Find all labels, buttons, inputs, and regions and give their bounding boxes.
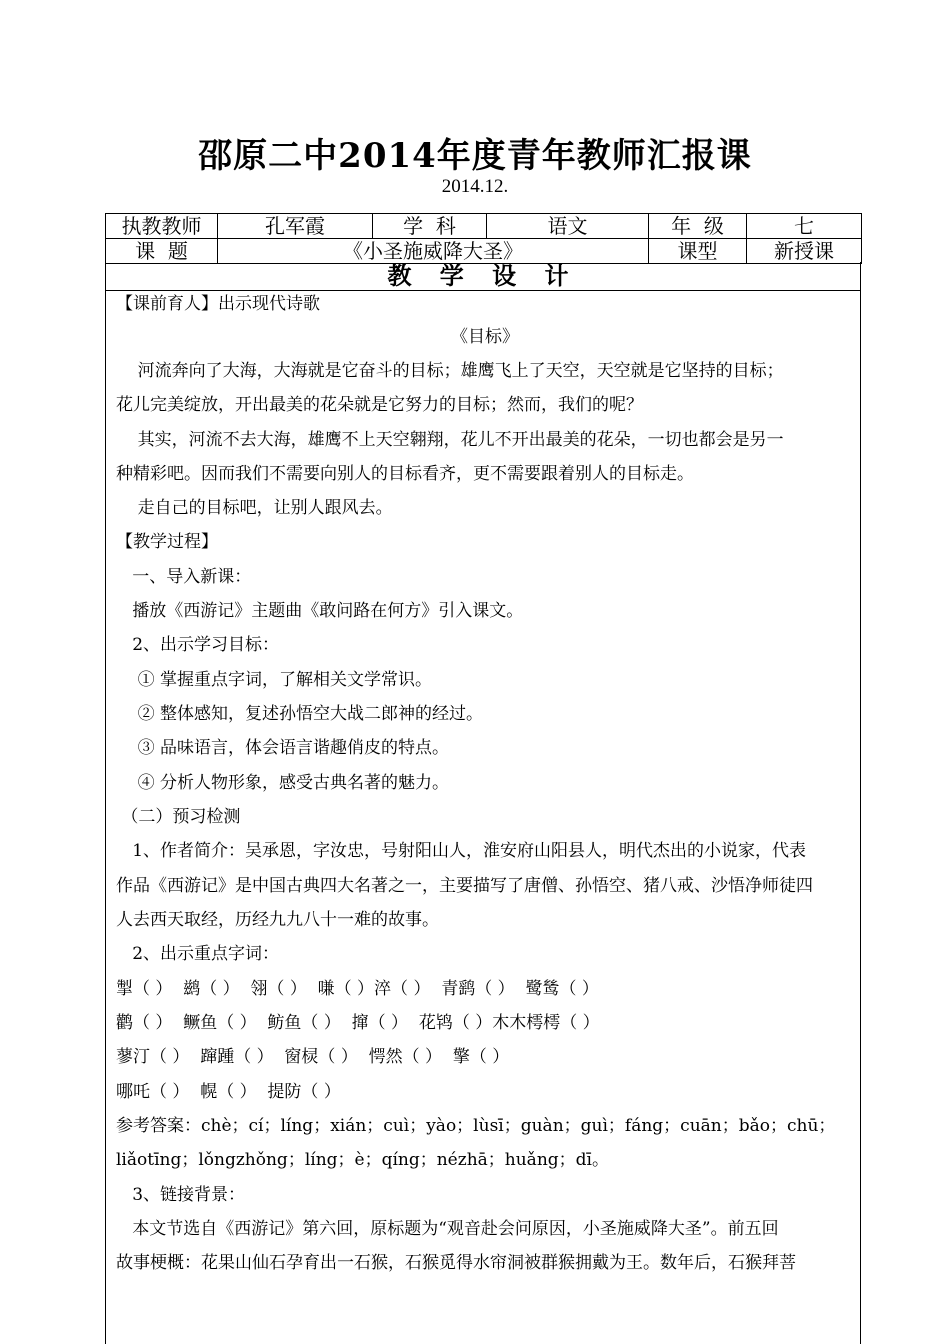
text-line: 【课前育人】出示现代诗歌 bbox=[116, 294, 320, 314]
type-value: 新授课 bbox=[747, 239, 862, 264]
text-line: 2、出示学习目标： bbox=[116, 635, 280, 655]
design-body bbox=[105, 291, 861, 1344]
text-line: 走自己的目标吧，让别人跟风去。 bbox=[116, 498, 393, 518]
goal-item: ④ 分析人物形象，感受古典名著的魅力。 bbox=[116, 773, 450, 793]
poem-title: 《目标》 bbox=[451, 327, 519, 347]
grade-label: 年 级 bbox=[649, 214, 747, 239]
text-line: 本文节选自《西游记》第六回，原标题为“观音赴会问原因，小圣施威降大圣”。前五回 bbox=[116, 1219, 779, 1239]
subject-label: 学 科 bbox=[373, 214, 487, 239]
vocab-line: 掣（ ） 鹚（ ） 翎（ ） 嗛（ ）淬（ ） 青鹞（ ） 鹭鸶（ ） bbox=[116, 979, 599, 999]
vocab-line: 哪吒（ ） 幌（ ） 提防（ ） bbox=[116, 1082, 341, 1102]
vocab-line: 鹳（ ） 鳜鱼（ ） 鲂鱼（ ） 撺（ ） 花鸨（ ）木木樗樗（ ） bbox=[116, 1013, 600, 1033]
answer-line: liǎotīng；lǒngzhǒng；líng；è；qíng；nézhā；huǎng；dī。 bbox=[116, 1150, 609, 1170]
topic-value: 《小圣施威降大圣》 bbox=[218, 239, 649, 264]
text-line: 人去西天取经，历经九九八十一难的故事。 bbox=[116, 910, 439, 930]
text-line: （二）预习检测 bbox=[116, 807, 241, 827]
text-line: 2、出示重点字词： bbox=[116, 944, 280, 964]
info-table bbox=[105, 213, 862, 264]
subject-value: 语文 bbox=[487, 214, 649, 239]
design-heading: 教 学 设 计 bbox=[105, 262, 861, 291]
answer-line: 参考答案：chè；cí；líng；xián；cuì；yào；lùsī；guàn；guì；fáng；cuān；bǎo；chū； bbox=[116, 1116, 836, 1136]
page-title: 邵原二中2014年度青年教师汇报课 bbox=[198, 136, 752, 176]
vocab-line: 蓼汀（ ） 蹿踵（ ） 窗棂（ ） 愕然（ ） 擎（ ） bbox=[116, 1047, 510, 1067]
teacher-value: 孔军霞 bbox=[218, 214, 373, 239]
text-line: 其实，河流不去大海，雄鹰不上天空翱翔，花儿不开出最美的花朵，一切也都会是另一 bbox=[116, 430, 784, 450]
goal-item: ① 掌握重点字词，了解相关文学常识。 bbox=[116, 670, 433, 690]
text-line: 播放《西游记》主题曲《敢问路在何方》引入课文。 bbox=[116, 601, 524, 621]
text-line: 3、链接背景： bbox=[116, 1185, 246, 1205]
report-date: 2014.12. bbox=[441, 176, 509, 197]
teacher-label: 执教教师 bbox=[106, 214, 218, 239]
text-line: 花儿完美绽放，开出最美的花朵就是它努力的目标；然而，我们的呢？ bbox=[116, 395, 643, 415]
text-line: 1、作者简介：吴承恩，字汝忠，号射阳山人，淮安府山阳县人，明代杰出的小说家，代表 bbox=[116, 841, 807, 861]
text-line: 河流奔向了大海，大海就是它奋斗的目标；雄鹰飞上了天空，天空就是它坚持的目标； bbox=[116, 361, 784, 381]
grade-value: 七 bbox=[747, 214, 862, 239]
goal-item: ③ 品味语言，体会语言谐趣俏皮的特点。 bbox=[116, 738, 450, 758]
text-line: 一、导入新课： bbox=[116, 567, 252, 587]
goal-item: ② 整体感知，复述孙悟空大战二郎神的经过。 bbox=[116, 704, 484, 724]
topic-label: 课 题 bbox=[106, 239, 218, 264]
text-line: 故事梗概：花果山仙石孕育出一石猴，石猴觅得水帘洞被群猴拥戴为王。数年后，石猴拜菩 bbox=[116, 1253, 796, 1273]
section-heading: 【教学过程】 bbox=[116, 532, 218, 552]
type-label: 课型 bbox=[649, 239, 747, 264]
text-line: 种精彩吧。因而我们不需要向别人的目标看齐，更不需要跟着别人的目标走。 bbox=[116, 464, 694, 484]
text-line: 作品《西游记》是中国古典四大名著之一，主要描写了唐僧、孙悟空、猪八戒、沙悟净师徒四 bbox=[116, 876, 813, 896]
